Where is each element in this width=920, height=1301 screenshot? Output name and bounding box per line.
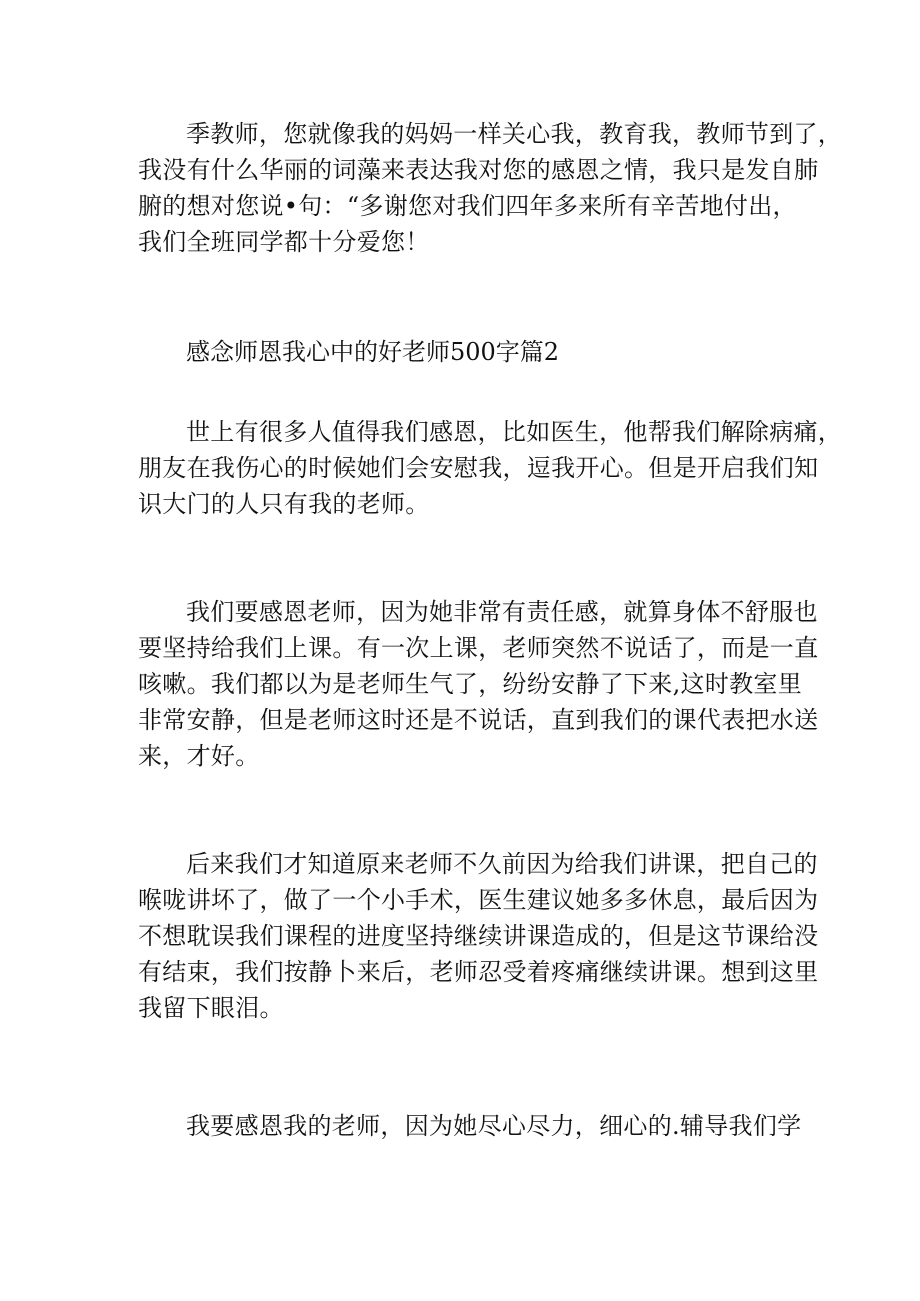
text-line: 识大门的人只有我的老师。 bbox=[138, 490, 430, 518]
text-line: 我们要感恩老师，因为她非常有责任感，就算身体不舒服也 bbox=[186, 598, 818, 626]
paragraph-people-to-thank bbox=[138, 414, 843, 522]
paragraph-thanks-teacher-ji bbox=[138, 116, 843, 260]
text-line: 我要感恩我的老师，因为她尽心尽力，细心的.辅导我们学 bbox=[186, 1112, 802, 1140]
text-line: 我没有什么华丽的词藻来表达我对您的感恩之情，我只是发自肺 bbox=[138, 156, 819, 184]
text-line: 有结束，我们按静卜来后，老师忍受着疼痛继续讲课。想到这里 bbox=[138, 958, 819, 986]
text-line: 喉咙讲坏了，做了一个小手术，医生建议她多多休息，最后因为 bbox=[138, 886, 819, 914]
text-line: 不想耽误我们课程的进度坚持继续讲课造成的，但是这节课给没 bbox=[138, 922, 819, 950]
paragraph-teacher-responsibility bbox=[138, 594, 819, 774]
paragraph-teacher-surgery bbox=[138, 846, 819, 1026]
text-line: 我留下眼泪。 bbox=[138, 994, 284, 1022]
text-line: 后来我们才知道原来老师不久前因为给我们讲课，把自己的 bbox=[186, 850, 818, 878]
text-line: 朋友在我伤心的时候她们会安慰我，逗我开心。但是开启我们知 bbox=[138, 454, 819, 482]
paragraph-teacher-tutoring bbox=[138, 1108, 802, 1144]
text-line: 要坚持给我们上课。有一次上课，老师突然不说话了，而是一直 bbox=[138, 634, 819, 662]
text-line: 季教师，您就像我的妈妈一样关心我，教育我，教师节到了， bbox=[186, 120, 843, 148]
text-line: 来，才好。 bbox=[138, 742, 260, 770]
section-heading: 感念师恩我心中的好老师500字篇2 bbox=[186, 338, 560, 366]
text-line: 我们全班同学都十分爱您！ bbox=[138, 228, 430, 256]
text-line: 非常安静，但是老师这时还是不说话，直到我们的课代表把水送 bbox=[138, 706, 819, 734]
text-line: 腑的想对您说•句：“多谢您对我们四年多来所有辛苦地付出， bbox=[138, 192, 797, 220]
text-line: 咳嗽。我们都以为是老师生气了，纷纷安静了下来,这时教室里 bbox=[138, 670, 803, 698]
text-line: 世上有很多人值得我们感恩，比如医生，他帮我们解除病痛， bbox=[186, 418, 843, 446]
